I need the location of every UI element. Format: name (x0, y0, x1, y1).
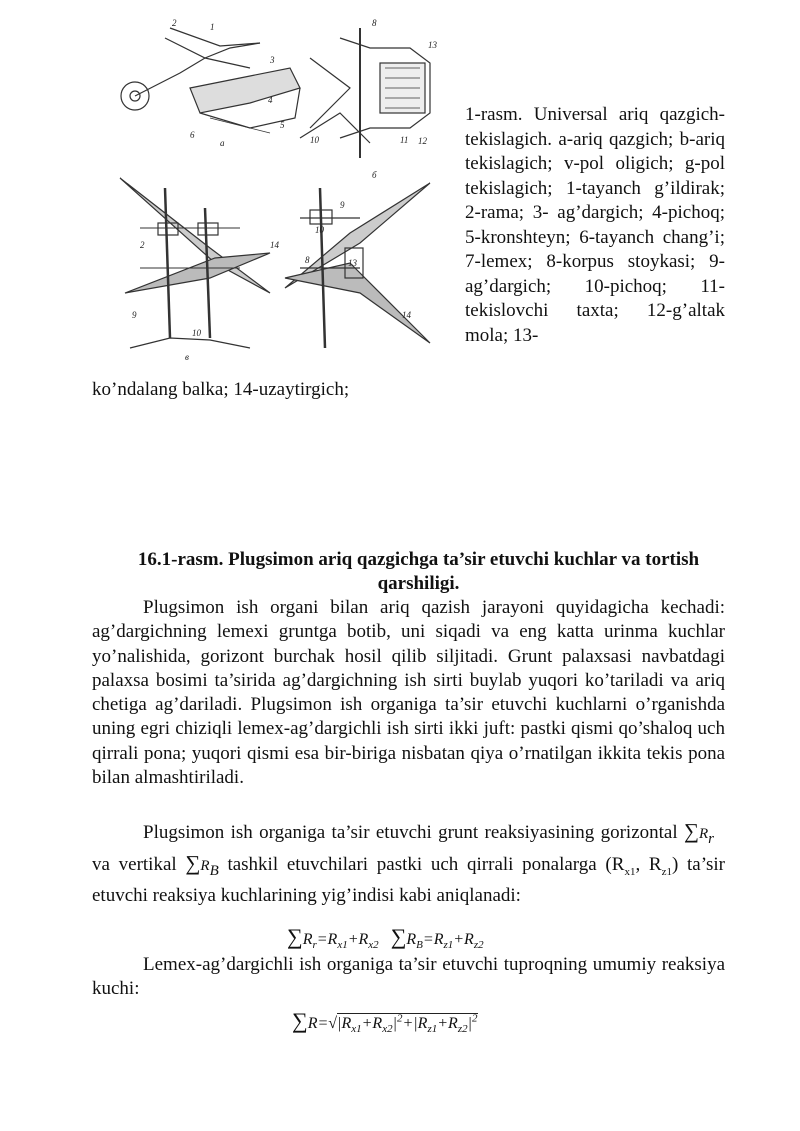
symbol-r-2: R (200, 858, 210, 875)
svg-text:2: 2 (140, 240, 145, 250)
p2-text-end: ) ta’sir etuvchi reaksiya kuchlarining yig’indisi kabi aniqlanadi: (92, 854, 725, 907)
svg-text:10: 10 (192, 328, 201, 338)
figure-caption: 1-rasm. Universal ariq qazgich-tekislagich. a-ariq qazgich; b-ariq tekislagich; v-pol oligich; g-pol tekislagich; 1-tayanch g’ildirak; 2-rama; 3- ag’dargich; 4-pichoq; 5-kronshteyn; 6-tayanch chang’i; 7-lemex; 8-korpus stoykasi; 9-ag’dargich; 10-pichoq; 11-tekislovchi taxta; 12-g’altak mola; 13- (465, 104, 725, 346)
paragraph-total-reaction: Lemex-ag’dargichli ish organiga ta’sir etuvchi tuproqning umumiy reaksiya kuchi: (92, 954, 725, 1000)
svg-text:10: 10 (310, 135, 319, 145)
sum-symbol: ∑ (683, 819, 699, 843)
svg-text:в: в (185, 352, 189, 362)
svg-text:6: 6 (190, 130, 195, 140)
figure-caption-continuation: ko’ndalang balka; 14-uzaytirgich; (92, 379, 350, 400)
p2-sub-z1: z1 (661, 865, 672, 878)
svg-text:3: 3 (270, 55, 275, 65)
paragraph-reaction (92, 819, 725, 908)
figure-title: 16.1-rasm. Plugsimon ariq qazgichga ta’sir etuvchi kuchlar va tortish qarshiligi. (137, 549, 700, 594)
svg-text:12: 12 (418, 136, 427, 146)
svg-text:10: 10 (315, 225, 324, 235)
machinery-figure (110, 18, 440, 363)
svg-text:14: 14 (402, 310, 411, 320)
p2-text-mid1: va vertikal (92, 854, 177, 876)
p2-sub-x1: x1 (624, 865, 636, 878)
svg-text:13: 13 (428, 40, 437, 50)
svg-text:9: 9 (340, 200, 345, 210)
symbol-r-sub: r (708, 830, 714, 847)
svg-text:a: a (220, 138, 225, 148)
svg-text:б: б (372, 170, 377, 180)
p2-text-mid2: tashkil etuvchilari pastki uch qirrali ponalarga (R (227, 854, 625, 876)
p2-sep: , R (635, 854, 662, 876)
svg-text:8: 8 (372, 18, 377, 28)
symbol-b-sub: B (209, 862, 219, 879)
svg-text:5: 5 (280, 120, 285, 130)
svg-text:11: 11 (400, 135, 409, 145)
svg-text:9: 9 (132, 310, 137, 320)
formula-total-reaction: $\sum R=√|R_{x1}+R_{x2}|^2+|R_{z1}+R_{z2}|^2$ (292, 1008, 478, 1036)
p2-text-start: Plugsimon ish organiga ta’sir etuvchi grunt reaksiyasining gorizontal (143, 822, 678, 843)
svg-text:13: 13 (348, 258, 357, 268)
machinery-drawing (110, 18, 440, 363)
formula-sum-components: $\sum R_r=R_{x1}+R_{x2}$ $\sum R_B=R_{z1}+R_{z2}$ (287, 924, 484, 952)
svg-text:2: 2 (172, 18, 177, 28)
sum-symbol-2: ∑ (185, 851, 201, 876)
svg-text:8: 8 (305, 255, 310, 265)
svg-text:1: 1 (210, 22, 215, 32)
svg-text:14: 14 (270, 240, 279, 250)
paragraph-process: Plugsimon ish organi bilan ariq qazish jarayoni quyidagicha kechadi: ag’dargichning lemexi gruntga botib, uni siqadi va eng katta urinma kuchlar yo’nalishida, gorizont burchak hosil qilib siljitadi. Grunt palaxsasi navbatdagi palaxsa bosimi ta’sirida ag’dargichning ish sirti buylab yuqori ko’tariladi va ariq chetiga ag’dariladi. Plugsimon ish organiga ta’sir etuvchi kuchlarni o’rganishda uning egri chiziqli lemex-ag’dargichli ish sirti ikki juft: pastki qismi qo’shaloq uch qirrali pona; yuqori qismi esa bir-biriga nisbatan qiya o’rnatilgan ikkita tekis pona bilan almashtiriladi. (92, 597, 725, 789)
svg-text:4: 4 (268, 95, 273, 105)
symbol-r: R (698, 826, 709, 842)
